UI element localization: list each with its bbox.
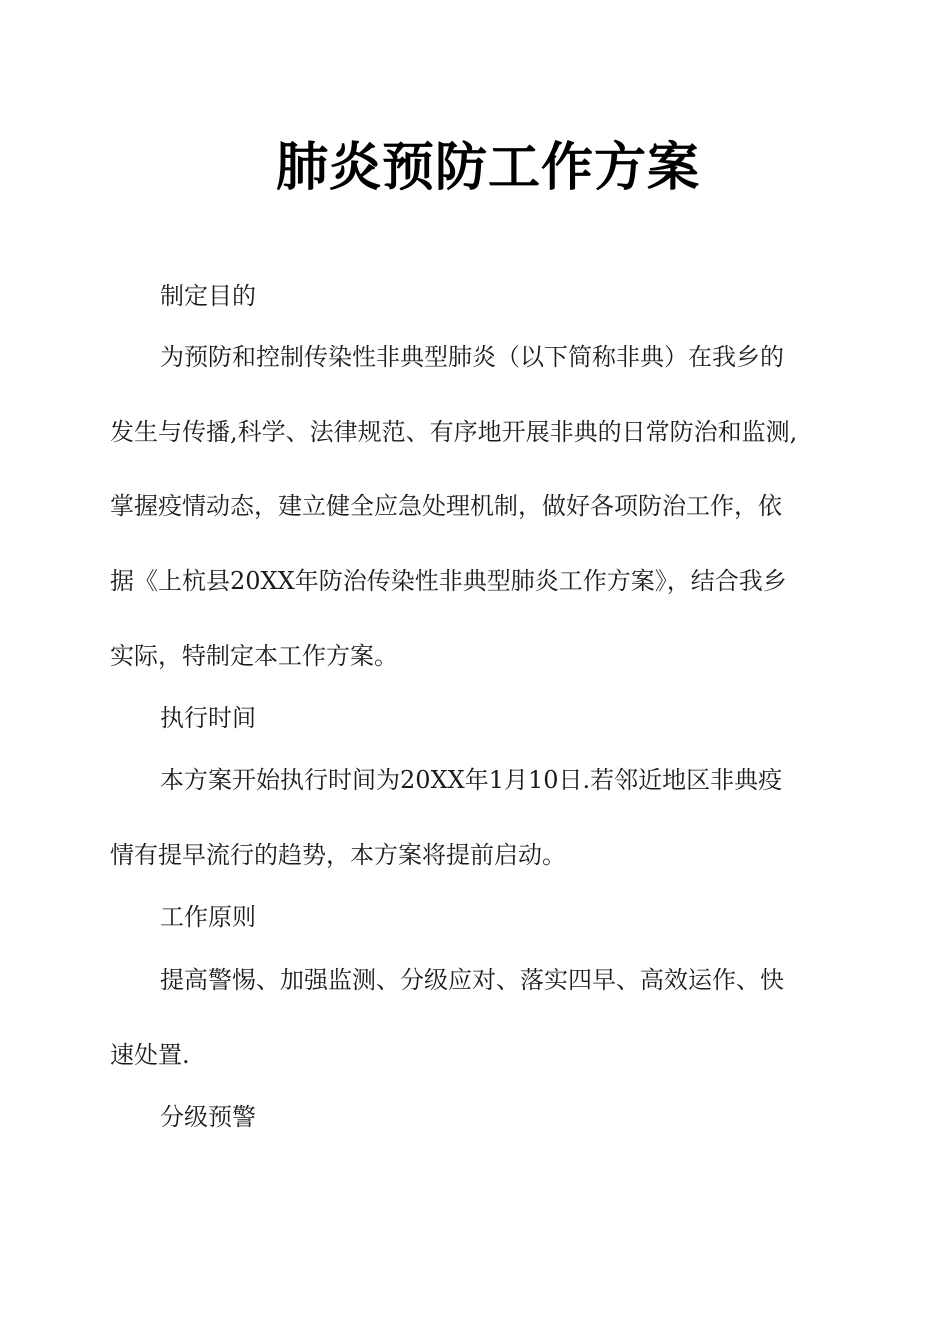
paragraph-line: 速处置. — [110, 1041, 190, 1069]
paragraph-line: 掌握疫情动态，建立健全应急处理机制，做好各项防治工作，依 — [110, 492, 782, 520]
section-heading-principles: 工作原则 — [160, 903, 256, 931]
paragraph-line: 情有提早流行的趋势，本方案将提前启动。 — [110, 841, 566, 869]
paragraph-line: 据《上杭县20XX年防治传染性非典型肺炎工作方案》，结合我乡 — [110, 567, 787, 595]
section-heading-schedule: 执行时间 — [160, 704, 256, 732]
section-heading-warning-levels: 分级预警 — [160, 1103, 256, 1131]
paragraph-line: 实际，特制定本工作方案。 — [110, 642, 398, 670]
paragraph-line: 发生与传播,科学、法律规范、有序地开展非典的日常防治和监测, — [110, 418, 798, 446]
paragraph-line: 本方案开始执行时间为20XX年1月10日.若邻近地区非典疫 — [160, 766, 783, 794]
section-heading-purpose: 制定目的 — [160, 282, 256, 310]
paragraph-line: 提高警惕、加强监测、分级应对、落实四早、高效运作、快 — [160, 966, 784, 994]
paragraph-line: 为预防和控制传染性非典型肺炎（以下简称非典）在我乡的 — [160, 343, 784, 371]
document-title: 肺炎预防工作方案 — [275, 138, 700, 198]
